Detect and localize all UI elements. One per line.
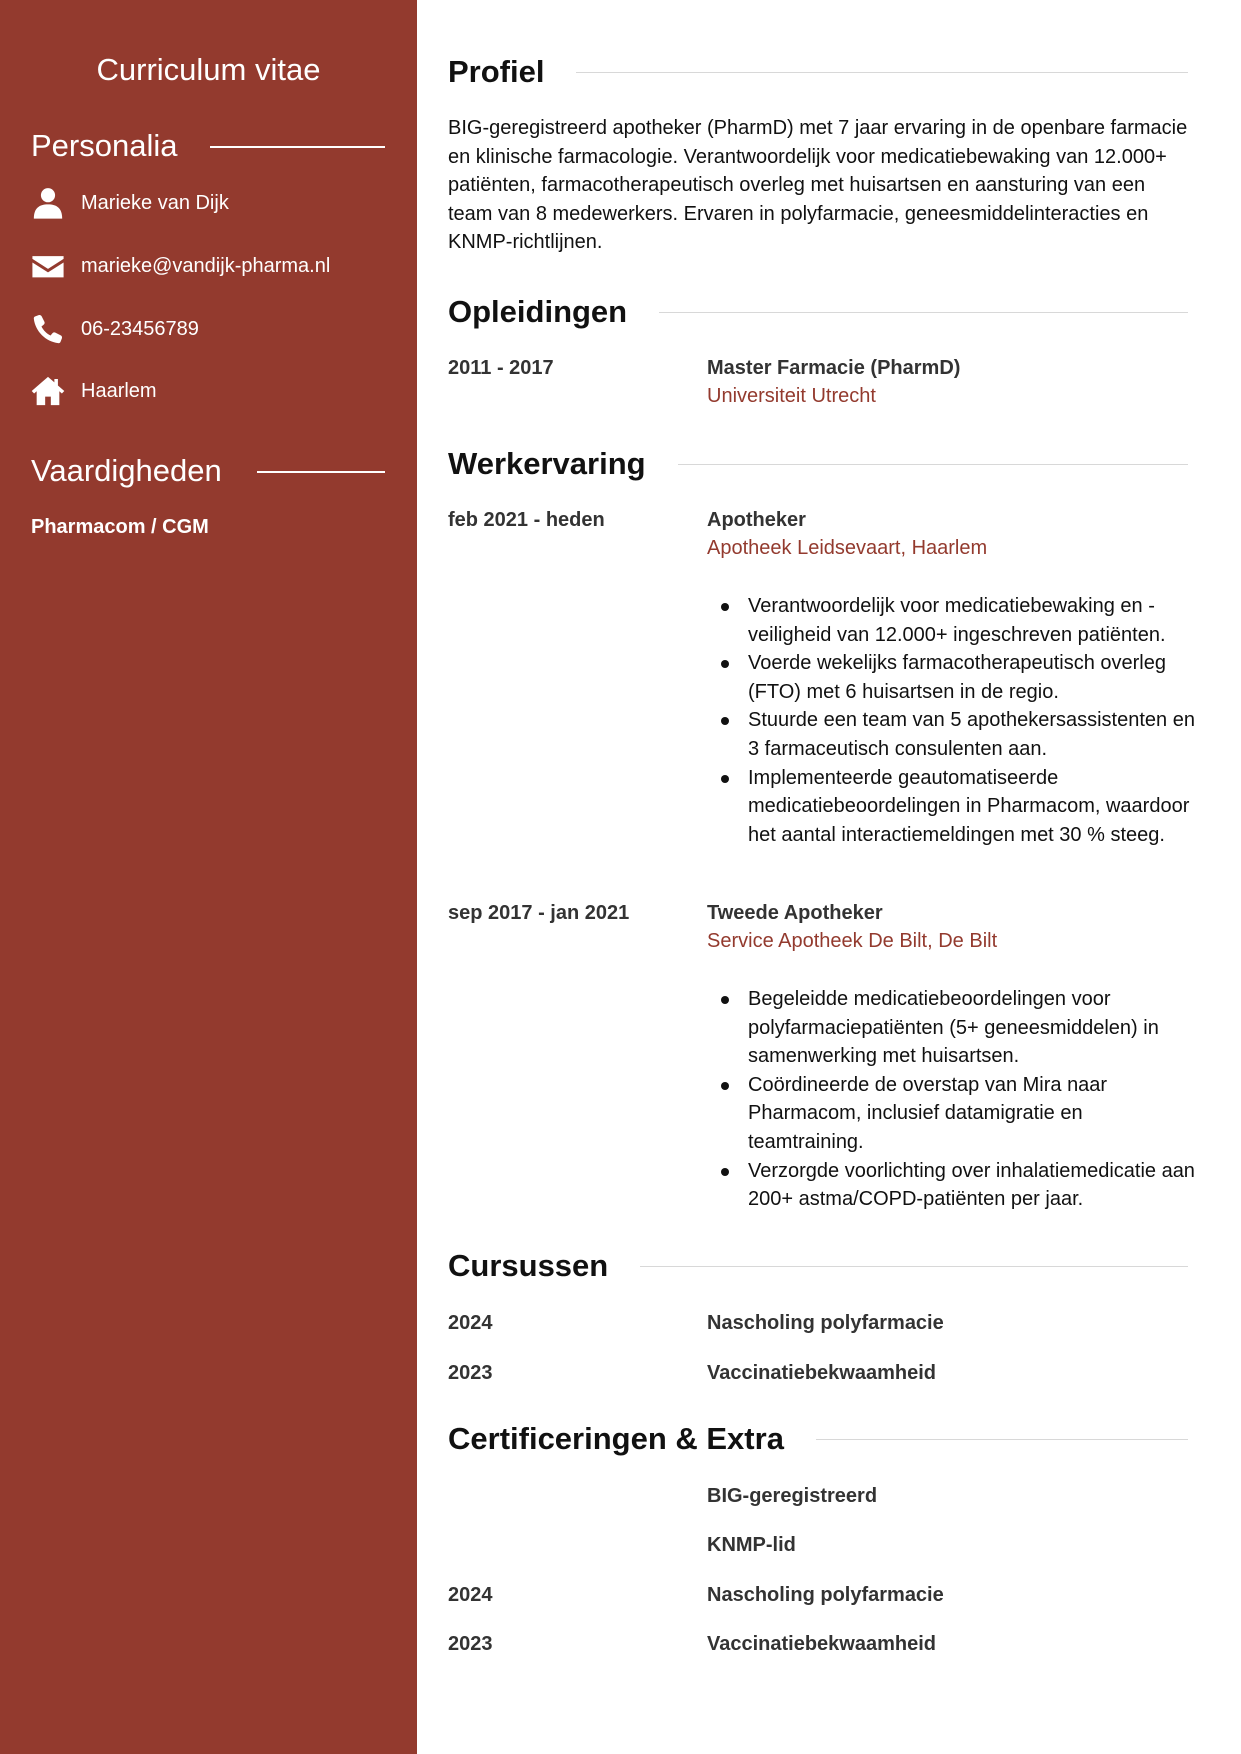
list-item: Verantwoordelijk voor medicatiebewaking en -veiligheid van 12.000+ ingeschreven patiënten. bbox=[748, 592, 1198, 649]
sidebar bbox=[0, 0, 417, 1754]
entry-organization: Service Apotheek De Bilt, De Bilt bbox=[707, 930, 998, 952]
document-title: Curriculum vitae bbox=[96, 52, 321, 87]
entry-date: 2023 bbox=[448, 1362, 493, 1384]
entry-date: 2024 bbox=[448, 1584, 493, 1606]
entry-date: sep 2017 - jan 2021 bbox=[448, 902, 630, 924]
section-divider bbox=[678, 464, 1188, 465]
contact-phone-row bbox=[31, 309, 199, 349]
contact-email-row bbox=[31, 246, 330, 286]
entry-title: Tweede Apotheker bbox=[707, 902, 883, 924]
entry-title: Master Farmacie (PharmD) bbox=[707, 357, 961, 379]
envelope-icon bbox=[31, 249, 65, 283]
skills-heading: Vaardigheden bbox=[31, 453, 222, 488]
section-divider bbox=[659, 312, 1188, 313]
entry-title: Nascholing polyfarmacie bbox=[707, 1584, 944, 1606]
skills-divider bbox=[257, 471, 385, 473]
contact-name: Marieke van Dijk bbox=[81, 191, 229, 214]
section-divider bbox=[576, 72, 1188, 73]
contact-name-row bbox=[31, 183, 229, 223]
certifications-heading: Certificeringen & Extra bbox=[448, 1421, 784, 1456]
profile-text: BIG-geregistreerd apotheker (PharmD) met 7 jaar ervaring in de openbare farmacie en klinische farmacologie. Verantwoordelijk voor medicatiebewaking van 12.000+ patiënten, farmacotherapeutisch overleg met huisartsen en aansturing van een team van 8 medewerkers. Ervaren in polyfarmacie, geneesmiddelinteracties en KNMP-richtlijnen. bbox=[448, 117, 1188, 254]
experience-heading: Werkervaring bbox=[448, 446, 646, 481]
certifications-section-header bbox=[448, 1421, 1188, 1457]
contact-phone[interactable]: 06-23456789 bbox=[81, 317, 199, 340]
profile-section-header bbox=[448, 54, 1188, 90]
courses-heading: Cursussen bbox=[448, 1248, 609, 1283]
entry-organization: Apotheek Leidsevaart, Haarlem bbox=[707, 537, 988, 559]
list-item: Verzorgde voorlichting over inhalatiemedicatie aan 200+ astma/COPD-patiënten per jaar. bbox=[748, 1157, 1198, 1214]
entry-title: Nascholing polyfarmacie bbox=[707, 1312, 944, 1334]
contact-city: Haarlem bbox=[81, 379, 157, 402]
phone-icon bbox=[31, 312, 65, 346]
personalia-heading: Personalia bbox=[31, 128, 178, 163]
list-item: Coördineerde de overstap van Mira naar Pharmacom, inclusief datamigratie en teamtraining. bbox=[748, 1071, 1198, 1157]
contact-email[interactable]: marieke@vandijk-pharma.nl bbox=[81, 254, 331, 277]
list-item: Stuurde een team van 5 apothekersassistenten en 3 farmaceutisch consulenten aan. bbox=[748, 706, 1198, 763]
courses-section-header bbox=[448, 1248, 1188, 1284]
entry-title: KNMP-lid bbox=[707, 1534, 796, 1556]
user-icon bbox=[31, 186, 65, 220]
entry-date: 2023 bbox=[448, 1633, 493, 1655]
contact-city-row bbox=[31, 371, 157, 411]
list-item: Implementeerde geautomatiseerde medicatiebeoordelingen in Pharmacom, waardoor het aantal interactiemeldingen met 30 % steeg. bbox=[748, 764, 1198, 850]
entry-title: BIG-geregistreerd bbox=[707, 1485, 878, 1507]
skill-item: Pharmacom / CGM bbox=[31, 516, 209, 538]
profile-heading: Profiel bbox=[448, 54, 545, 89]
experience-bullets bbox=[748, 592, 1198, 849]
list-item: Voerde wekelijks farmacotherapeutisch overleg (FTO) met 6 huisartsen in de regio. bbox=[748, 649, 1198, 706]
education-section-header bbox=[448, 294, 1188, 330]
experience-section-header bbox=[448, 446, 1188, 482]
entry-organization: Universiteit Utrecht bbox=[707, 385, 876, 407]
entry-title: Vaccinatiebekwaamheid bbox=[707, 1362, 937, 1384]
experience-bullets bbox=[748, 985, 1198, 1214]
section-divider bbox=[640, 1266, 1188, 1267]
entry-date: 2011 - 2017 bbox=[448, 357, 554, 379]
entry-title: Apotheker bbox=[707, 509, 806, 531]
list-item: Begeleidde medicatiebeoordelingen voor polyfarmaciepatiënten (5+ geneesmiddelen) in samenwerking met huisartsen. bbox=[748, 985, 1198, 1071]
entry-title: Vaccinatiebekwaamheid bbox=[707, 1633, 937, 1655]
entry-date: 2024 bbox=[448, 1312, 493, 1334]
personalia-divider bbox=[210, 146, 385, 148]
education-heading: Opleidingen bbox=[448, 294, 628, 329]
section-divider bbox=[816, 1439, 1188, 1440]
home-icon bbox=[31, 374, 65, 408]
entry-date: feb 2021 - heden bbox=[448, 509, 605, 531]
